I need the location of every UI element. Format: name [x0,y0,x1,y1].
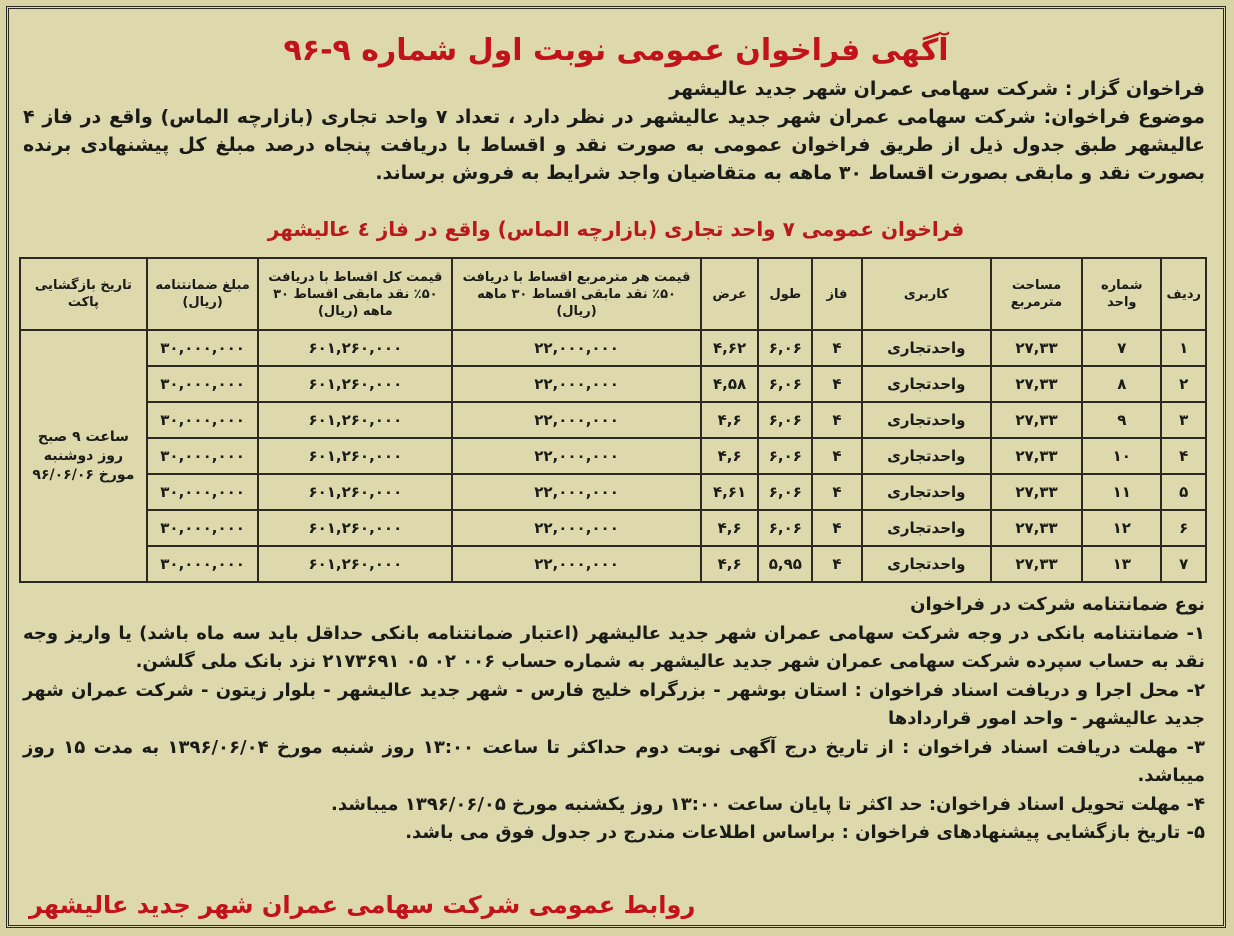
table-header-row [20,258,1206,330]
notice-frame [6,6,1226,928]
header-row-number: ردیف [1161,258,1206,330]
cell-area: ۲۷,۳۳ [991,402,1082,438]
cell-unit-number: ۱۲ [1082,510,1161,546]
cell-row-number: ۲ [1161,366,1206,402]
condition-item-3: ۳- مهلت دریافت اسناد فراخوان : از تاریخ درج آگهی نوبت دوم حداکثر تا ساعت ۱۳:۰۰ روز شنبه مورخ ۱۳۹۶/۰۶/۰۴ به مدت ۱۵ روز میباشد. [23,736,1205,786]
cell-phase: ۴ [812,474,862,510]
cell-phase: ۴ [812,366,862,402]
cell-phase: ۴ [812,510,862,546]
cell-usage: واحدتجاری [862,438,991,474]
cell-row-number: ۷ [1161,546,1206,582]
units-table [19,257,1207,583]
cell-total-price: ۶۰۱,۲۶۰,۰۰۰ [258,510,452,546]
table-row [20,330,1206,366]
table-row [20,402,1206,438]
cell-total-price: ۶۰۱,۲۶۰,۰۰۰ [258,546,452,582]
condition-item-4: ۴- مهلت تحویل اسناد فراخوان: حد اکثر تا پایان ساعت ۱۳:۰۰ روز یکشنبه مورخ ۱۳۹۶/۰۶/۰۵ میباشد. [331,793,1205,815]
cell-price-per-sqm: ۲۲,۰۰۰,۰۰۰ [452,474,700,510]
cell-usage: واحدتجاری [862,402,991,438]
cell-guarantee-amount: ۳۰,۰۰۰,۰۰۰ [147,366,259,402]
cell-usage: واحدتجاری [862,510,991,546]
header-total-price: قیمت کل اقساط با دریافت ۵۰٪ نقد مابقی اقساط ۳۰ ماهه (ریال) [258,258,452,330]
cell-unit-number: ۸ [1082,366,1161,402]
cell-price-per-sqm: ۲۲,۰۰۰,۰۰۰ [452,330,700,366]
cell-opening-date: ساعت ۹ صبح روز دوشنبه مورخ ۹۶/۰۶/۰۶ [20,330,147,582]
cell-guarantee-amount: ۳۰,۰۰۰,۰۰۰ [147,402,259,438]
cell-total-price: ۶۰۱,۲۶۰,۰۰۰ [258,438,452,474]
cell-length: ۶,۰۶ [758,510,812,546]
cell-phase: ۴ [812,402,862,438]
cell-unit-number: ۹ [1082,402,1161,438]
cell-area: ۲۷,۳۳ [991,330,1082,366]
cell-row-number: ۳ [1161,402,1206,438]
cell-total-price: ۶۰۱,۲۶۰,۰۰۰ [258,402,452,438]
cell-phase: ۴ [812,438,862,474]
header-length: طول [758,258,812,330]
header-opening-date: تاریخ بازگشایی پاکت [20,258,147,330]
header-width: عرض [701,258,759,330]
cell-phase: ۴ [812,330,862,366]
guarantee-title: نوع ضمانتنامه شرکت در فراخوان [910,594,1205,615]
header-area: مساحت مترمربع [991,258,1082,330]
cell-row-number: ۴ [1161,438,1206,474]
table-row [20,510,1206,546]
cell-phase: ۴ [812,546,862,582]
cell-length: ۵,۹۵ [758,546,812,582]
cell-guarantee-amount: ۳۰,۰۰۰,۰۰۰ [147,330,259,366]
cell-usage: واحدتجاری [862,330,991,366]
notice-title: آگهی فراخوان عمومی نوبت اول شماره ۹-۹۶ [283,33,949,68]
cell-area: ۲۷,۳۳ [991,366,1082,402]
table-title: فراخوان عمومی ۷ واحد تجاری (بازارچه الماس) واقع در فاز ٤ عالیشهر [267,217,965,241]
cell-price-per-sqm: ۲۲,۰۰۰,۰۰۰ [452,366,700,402]
cell-total-price: ۶۰۱,۲۶۰,۰۰۰ [258,474,452,510]
condition-item-1: ۱- ضمانتنامه بانکی در وجه شرکت سهامی عمران شهر جدید عالیشهر (اعتبار ضمانتنامه بانکی حداقل باید سه ماه باشد) یا واریز وجه نقد به حساب سپرده شرکت سهامی عمران شهر جدید عالیشهر به شماره حساب ۰۰۶ ۰۲ ۰۵ ۲۱۷۳۶۹۱ نزد بانک ملی گلشن. [23,622,1205,672]
table-row [20,366,1206,402]
cell-length: ۶,۰۶ [758,402,812,438]
condition-item-5: ۵- تاریخ بازگشایی پیشنهادهای فراخوان : براساس اطلاعات مندرج در جدول فوق می باشد. [405,822,1205,843]
cell-width: ۴,۶ [701,546,759,582]
cell-price-per-sqm: ۲۲,۰۰۰,۰۰۰ [452,546,700,582]
cell-length: ۶,۰۶ [758,330,812,366]
cell-total-price: ۶۰۱,۲۶۰,۰۰۰ [258,330,452,366]
cell-guarantee-amount: ۳۰,۰۰۰,۰۰۰ [147,546,259,582]
cell-width: ۴,۶ [701,438,759,474]
cell-unit-number: ۷ [1082,330,1161,366]
cell-total-price: ۶۰۱,۲۶۰,۰۰۰ [258,366,452,402]
cell-row-number: ۱ [1161,330,1206,366]
cell-price-per-sqm: ۲۲,۰۰۰,۰۰۰ [452,402,700,438]
cell-area: ۲۷,۳۳ [991,546,1082,582]
cell-guarantee-amount: ۳۰,۰۰۰,۰۰۰ [147,438,259,474]
cell-width: ۴,۶۲ [701,330,759,366]
conditions-section [23,591,1205,848]
header-guarantee-amount: مبلغ ضمانتنامه (ریال) [147,258,259,330]
header-phase: فاز [812,258,862,330]
table-row [20,474,1206,510]
footer-signature: روابط عمومی شرکت سهامی عمران شهر جدید عالیشهر [29,891,696,919]
cell-row-number: ۶ [1161,510,1206,546]
cell-unit-number: ۱۰ [1082,438,1161,474]
cell-area: ۲۷,۳۳ [991,510,1082,546]
subject-paragraph: موضوع فراخوان: شرکت سهامی عمران شهر جدید عالیشهر در نظر دارد ، تعداد ۷ واحد تجاری (بازارچه الماس) واقع در فاز ۴ عالیشهر طبق جدول ذیل از طریق فراخوان عمومی به صورت نقد و اقساط با دریافت پنجاه درصد مبلغ کل پیشنهادی برنده بصورت نقد و مابقی بصورت اقساط ۳۰ ماهه به متقاضیان واجد شرایط به فروش برساند. [23,106,1205,184]
cell-area: ۲۷,۳۳ [991,474,1082,510]
table-row [20,546,1206,582]
cell-length: ۶,۰۶ [758,366,812,402]
cell-length: ۶,۰۶ [758,474,812,510]
cell-usage: واحدتجاری [862,366,991,402]
cell-length: ۶,۰۶ [758,438,812,474]
cell-width: ۴,۶ [701,510,759,546]
header-price-per-sqm: قیمت هر مترمربع اقساط با دریافت ۵۰٪ نقد مابقی اقساط ۳۰ ماهه (ریال) [452,258,700,330]
cell-price-per-sqm: ۲۲,۰۰۰,۰۰۰ [452,510,700,546]
cell-price-per-sqm: ۲۲,۰۰۰,۰۰۰ [452,438,700,474]
cell-unit-number: ۱۳ [1082,546,1161,582]
cell-width: ۴,۶۱ [701,474,759,510]
header-usage: کاربری [862,258,991,330]
cell-row-number: ۵ [1161,474,1206,510]
cell-width: ۴,۶ [701,402,759,438]
cell-usage: واحدتجاری [862,474,991,510]
condition-item-2: ۲- محل اجرا و دریافت اسناد فراخوان : استان بوشهر - بزرگراه خلیج فارس - شهر جدید عالیشهر - بلوار زیتون - شرکت عمران شهر جدید عالیشهر - واحد امور قراردادها [23,679,1205,729]
cell-unit-number: ۱۱ [1082,474,1161,510]
cell-area: ۲۷,۳۳ [991,438,1082,474]
header-unit-number: شماره واحد [1082,258,1161,330]
cell-width: ۴,۵۸ [701,366,759,402]
cell-guarantee-amount: ۳۰,۰۰۰,۰۰۰ [147,474,259,510]
caller-line: فراخوان گزار : شرکت سهامی عمران شهر جدید عالیشهر [669,78,1205,100]
table-row [20,438,1206,474]
cell-guarantee-amount: ۳۰,۰۰۰,۰۰۰ [147,510,259,546]
cell-usage: واحدتجاری [862,546,991,582]
